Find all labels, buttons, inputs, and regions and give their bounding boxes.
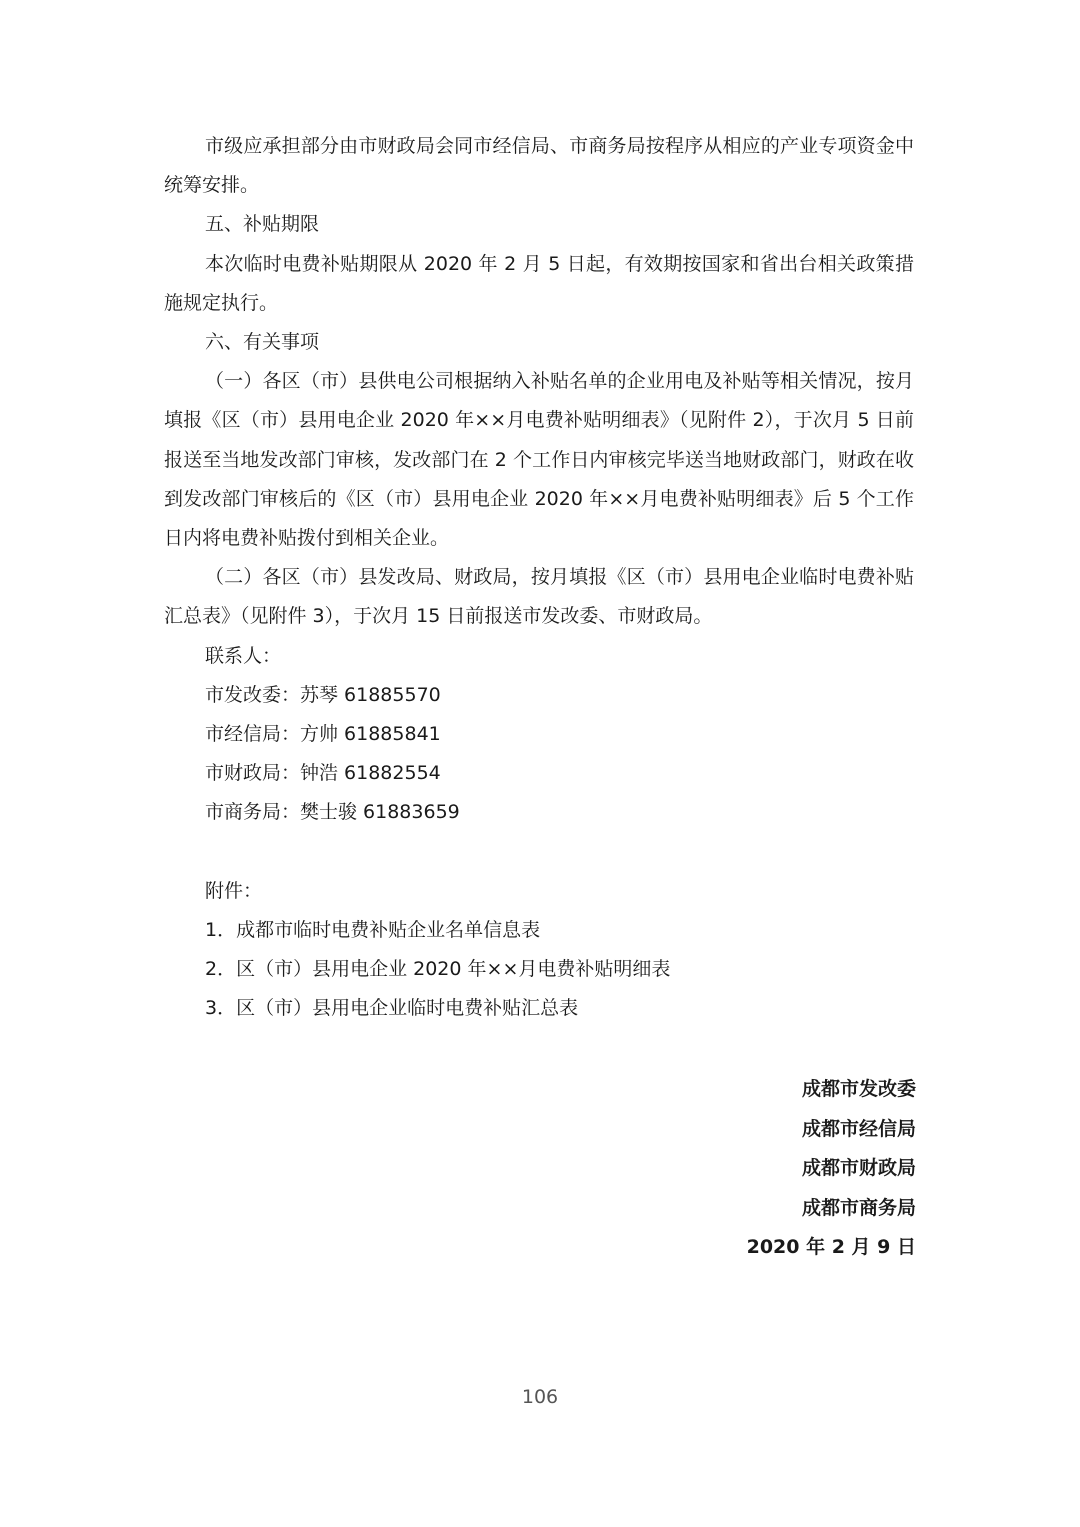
signature-date: 2020 年 2 月 9 日 xyxy=(746,1236,916,1258)
attachment-item: 3．区（市）县用电企业临时电费补贴汇总表 xyxy=(205,997,579,1020)
contacts-label: 联系人： xyxy=(205,644,282,667)
page-number: 106 xyxy=(521,1386,559,1408)
signature-org: 成都市发改委 xyxy=(801,1078,916,1100)
paragraph-subsidy-period: 本次临时电费补贴期限从 2020 年 2 月 5 日起，有效期按国家和省出台相关政策措施规定执行。 xyxy=(164,252,914,314)
paragraph-item-2: （二）各区（市）县发改局、财政局，按月填报《区（市）县用电企业临时电费补贴汇总表》（见附件 3），于次月 15 日前报送市发改委、市财政局。 xyxy=(164,566,914,628)
signature-org: 成都市商务局 xyxy=(801,1196,916,1219)
attachments-label: 附件： xyxy=(205,879,263,902)
contact-line: 市财政局：钟浩 61882554 xyxy=(205,762,441,785)
signature-org: 成都市经信局 xyxy=(801,1117,916,1140)
document-body xyxy=(164,127,914,1029)
contact-line: 市经信局：方帅 61885841 xyxy=(205,723,441,746)
section-heading-subsidy-period: 五、补贴期限 xyxy=(205,213,320,236)
section-heading-related-matters: 六、有关事项 xyxy=(205,331,320,354)
paragraph-item-1: （一）各区（市）县供电公司根据纳入补贴名单的企业用电及补贴等相关情况，按月填报《区（市）县用电企业 2020 年××月电费补贴明细表》（见附件 2），于次月 5 日前报送至当地发改部门审核，发改部门在 2 个工作日内审核完毕送当地财政部门，财政在收到发改部门审核后的《区（市）县用电企业 2020 年××月电费补贴明细表》后 5 个工作日内将电费补贴拨付到相关企业。 xyxy=(164,370,914,550)
contact-line: 市商务局：樊士骏 61883659 xyxy=(205,801,460,824)
signature-block xyxy=(747,1070,916,1268)
blank-line xyxy=(164,833,914,872)
attachment-item: 2．区（市）县用电企业 2020 年××月电费补贴明细表 xyxy=(205,958,671,981)
paragraph-funding: 市级应承担部分由市财政局会同市经信局、市商务局按程序从相应的产业专项资金中统筹安排。 xyxy=(164,135,914,197)
signature-org: 成都市财政局 xyxy=(801,1157,916,1179)
attachment-item: 1．成都市临时电费补贴企业名单信息表 xyxy=(205,919,541,942)
contact-line: 市发改委：苏琴 61885570 xyxy=(205,683,441,706)
